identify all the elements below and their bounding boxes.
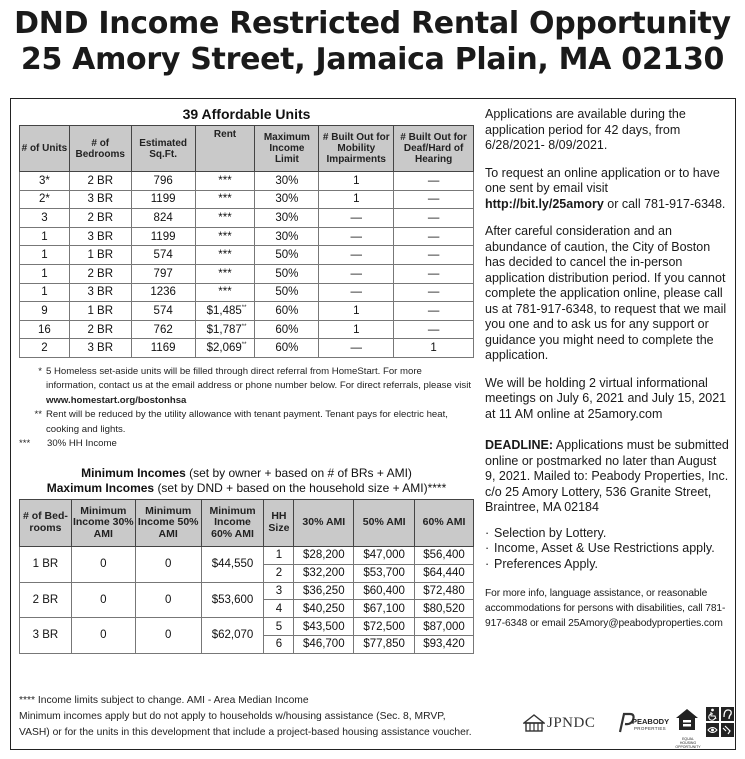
units-cell: 1	[20, 227, 70, 246]
building-icon	[523, 714, 545, 732]
rent-footnote-mark: **	[241, 323, 247, 330]
ami-60-cell: $87,000	[415, 618, 474, 636]
sqft-cell: 1236	[131, 283, 195, 302]
income-limit-cell: 30%	[255, 190, 319, 209]
ami-30-cell: $36,250	[294, 582, 354, 600]
bedrooms-cell: 1 BR	[69, 246, 131, 265]
ami-30-cell: $32,200	[294, 564, 354, 582]
cancellation-notice: After careful consideration and an abundance of caution, the City of Boston has decided to cancel the in-person application distribution period. If you cannot complete the application online, please call us at 781-917-6348, to request that we mail you one and to ask us for any support or guidance you might need to complete the application.	[485, 224, 727, 362]
jpndc-text: JPNDC	[547, 714, 596, 731]
footnote-text: Rent will be reduced by the utility allowance with tenant payment. Tenant pays for electric heat, cooking and lights.	[46, 409, 448, 435]
deadline-label: DEADLINE:	[485, 438, 554, 452]
deaf-cell: —	[394, 172, 474, 191]
min-income-50-cell: 0	[135, 618, 201, 654]
deaf-cell: —	[394, 227, 474, 246]
income-limit-cell: 30%	[255, 172, 319, 191]
income-limit-cell: 50%	[255, 283, 319, 302]
col-header: Minimum Income 30% AMI	[71, 499, 135, 546]
col-header: 30% AMI	[294, 499, 354, 546]
income-table-header	[20, 499, 474, 546]
bedrooms-cell: 2 BR	[69, 172, 131, 191]
mobility-cell: 1	[319, 302, 394, 321]
min-income-label: Minimum Incomes	[81, 465, 186, 480]
mobility-cell: 1	[319, 190, 394, 209]
mobility-cell: —	[319, 227, 394, 246]
ami-50-cell: $60,400	[354, 582, 415, 600]
income-limit-cell: 60%	[255, 339, 319, 358]
content-frame	[10, 98, 736, 750]
income-table	[19, 499, 474, 654]
peabody-sub-text: PROPERTIES	[634, 726, 666, 731]
rent-value: ***	[218, 249, 232, 262]
deaf-cell: —	[394, 190, 474, 209]
table-row	[20, 302, 474, 321]
sqft-cell: 1199	[131, 227, 195, 246]
ami-30-cell: $28,200	[294, 546, 354, 564]
rent-value: $1,787	[206, 323, 242, 336]
min-income-50-cell: 0	[135, 582, 201, 618]
ami-30-cell: $40,250	[294, 600, 354, 618]
eho-text: EQUAL HOUSING OPPORTUNITY	[675, 737, 701, 749]
ami-30-cell: $46,700	[294, 635, 354, 653]
bedrooms-cell: 2 BR	[69, 264, 131, 283]
units-table-body	[20, 172, 474, 358]
bedrooms-cell: 3 BR	[69, 339, 131, 358]
col-header: HH Size	[264, 499, 294, 546]
col-header: 50% AMI	[354, 499, 415, 546]
hh-size-cell: 3	[264, 582, 294, 600]
rent-value: ***	[218, 174, 232, 187]
logo-strip	[523, 704, 733, 749]
col-header: # Built Out for Mobility Impairments	[319, 126, 394, 172]
peabody-text: PEABODY	[632, 717, 670, 726]
page-title	[0, 6, 745, 78]
deaf-cell: —	[394, 246, 474, 265]
units-cell: 9	[20, 302, 70, 321]
table-row	[20, 283, 474, 302]
sqft-cell: 574	[131, 246, 195, 265]
col-header: 60% AMI	[415, 499, 474, 546]
bedrooms-cell: 2 BR	[69, 320, 131, 339]
mobility-cell: 1	[319, 172, 394, 191]
footnote-3	[19, 437, 474, 452]
footnote-mark: *	[38, 365, 42, 377]
col-header: Minimum Income 50% AMI	[135, 499, 201, 546]
ami-60-cell: $56,400	[415, 546, 474, 564]
units-table-header	[20, 126, 474, 172]
income-limit-cell: 50%	[255, 264, 319, 283]
income-heading	[19, 466, 474, 496]
mobility-cell: —	[319, 283, 394, 302]
units-cell: 3	[20, 209, 70, 228]
units-table-title: 39 Affordable Units	[182, 106, 311, 122]
min-income-desc: (set by owner + based on # of BRs + AMI)	[189, 465, 412, 480]
income-limit-cell: 50%	[255, 246, 319, 265]
application-period: Applications are available during the application period for 42 days, from 6/28/2021- 8/09/2021.	[485, 107, 686, 152]
units-cell: 16	[20, 320, 70, 339]
min-income-30-cell: 0	[71, 582, 135, 618]
equal-housing-icon	[675, 708, 699, 732]
list-item: · Selection by Lottery.	[485, 526, 729, 542]
table-row	[20, 339, 474, 358]
deadline	[485, 438, 729, 516]
rent-value: ***	[218, 286, 232, 299]
deaf-cell: 1	[394, 339, 474, 358]
ami-50-cell: $77,850	[354, 635, 415, 653]
min-income-60-cell: $53,600	[201, 582, 264, 618]
rent-cell	[195, 283, 255, 302]
ami-50-cell: $72,500	[354, 618, 415, 636]
rent-value: ***	[218, 211, 232, 224]
footnote-text: 30% HH Income	[47, 438, 117, 450]
rent-footnote-mark: **	[241, 305, 247, 312]
rent-footnote-mark: **	[241, 342, 247, 349]
units-cell: 2	[20, 339, 70, 358]
ami-60-cell: $64,440	[415, 564, 474, 582]
ami-60-cell: $72,480	[415, 582, 474, 600]
rent-cell	[195, 190, 255, 209]
title-line-2: 25 Amory Street, Jamaica Plain, MA 02130	[20, 42, 725, 77]
units-cell: 1	[20, 264, 70, 283]
units-cell: 1	[20, 283, 70, 302]
units-cell: 1	[20, 246, 70, 265]
col-header: # of Units	[20, 126, 70, 172]
bedrooms-cell: 1 BR	[20, 546, 72, 582]
fine-print	[19, 693, 479, 741]
ami-30-cell: $43,500	[294, 618, 354, 636]
sqft-cell: 824	[131, 209, 195, 228]
units-cell: 3*	[20, 172, 70, 191]
sqft-cell: 574	[131, 302, 195, 321]
rent-cell	[195, 209, 255, 228]
col-header: Rent	[195, 126, 255, 172]
rent-cell	[195, 172, 255, 191]
rent-cell	[195, 339, 255, 358]
sqft-cell: 1169	[131, 339, 195, 358]
sqft-cell: 1199	[131, 190, 195, 209]
homestart-link[interactable]: www.homestart.org/bostonhsa	[46, 394, 187, 406]
table-row	[20, 246, 474, 265]
table-row	[20, 209, 474, 228]
bedrooms-cell: 3 BR	[69, 190, 131, 209]
request-phone: or call 781-917-6348.	[607, 196, 726, 211]
rent-value: $2,069	[206, 342, 242, 355]
ami-50-cell: $67,100	[354, 600, 415, 618]
rent-value: ***	[218, 267, 232, 280]
rent-cell	[195, 302, 255, 321]
request-info	[485, 166, 729, 213]
income-table-body	[20, 546, 474, 653]
ami-50-cell: $53,700	[354, 564, 415, 582]
min-income-60-cell: $44,550	[201, 546, 264, 582]
table-row	[20, 546, 474, 564]
contact-info: For more info, language assistance, or reasonable accommodations for persons with disabilities, call 781-917-6348 or email 25Amory@peabodyproperties.com	[485, 588, 726, 629]
jpndc-logo	[523, 714, 595, 732]
hh-size-cell: 2	[264, 564, 294, 582]
units-cell: 2*	[20, 190, 70, 209]
list-item: · Preferences Apply.	[485, 557, 729, 573]
bedrooms-cell: 3 BR	[69, 283, 131, 302]
max-income-label: Maximum Incomes	[46, 480, 155, 495]
bedrooms-cell: 1 BR	[69, 302, 131, 321]
col-header: Estimated Sq.Ft.	[131, 126, 195, 172]
footnote-text: 5 Homeless set-aside units will be filled through direct referral from HomeStart. For more information, contact us at the email address or phone number below. For direct referrals, please visit	[46, 365, 471, 392]
table-row	[20, 320, 474, 339]
mobility-cell: —	[319, 339, 394, 358]
income-limit-cell: 60%	[255, 302, 319, 321]
footnote-2	[19, 408, 474, 437]
hh-size-cell: 4	[264, 600, 294, 618]
min-income-30-cell: 0	[71, 546, 135, 582]
sqft-cell: 796	[131, 172, 195, 191]
accessibility-logo	[706, 707, 734, 737]
rent-value: ***	[218, 193, 232, 206]
bedrooms-cell: 2 BR	[69, 209, 131, 228]
table-row	[20, 190, 474, 209]
hh-size-cell: 6	[264, 635, 294, 653]
min-income-50-cell: 0	[135, 546, 201, 582]
deaf-cell: —	[394, 209, 474, 228]
table-row	[20, 172, 474, 191]
deaf-cell: —	[394, 302, 474, 321]
table-row	[20, 227, 474, 246]
footnotes	[19, 365, 474, 452]
mobility-cell: —	[319, 264, 394, 283]
col-header: # of Bedrooms	[69, 126, 131, 172]
accessibility-icons	[706, 707, 734, 737]
right-column	[485, 107, 729, 631]
table-row	[20, 618, 474, 636]
bedrooms-cell: 3 BR	[20, 618, 72, 654]
ami-50-cell: $47,000	[354, 546, 415, 564]
meetings-info: We will be holding 2 virtual informational meetings on July 6, 2021 and July 15, 2021 at 11 AM online at 25amory.com	[485, 375, 727, 421]
request-text: To request an online application or to have one sent by email visit	[485, 165, 720, 195]
min-income-60-cell: $62,070	[201, 618, 264, 654]
deadline-text: Applications must be submitted online or postmarked no later than August 9, 2021. Mailed to: Peabody Properties, Inc. c/o 25 Amory Lottery, 536 Granite Street, Braintree, MA 02184	[485, 438, 729, 514]
rent-cell	[195, 227, 255, 246]
list-item: · Income, Asset & Use Restrictions apply.	[485, 541, 729, 557]
mobility-cell: —	[319, 209, 394, 228]
col-header: # Built Out for Deaf/Hard of Hearing	[394, 126, 474, 172]
footnote-mark: ***	[19, 438, 31, 450]
rent-value: $1,485	[206, 304, 242, 317]
mobility-cell: 1	[319, 320, 394, 339]
deaf-cell: —	[394, 264, 474, 283]
table-row	[20, 264, 474, 283]
ami-60-cell: $80,520	[415, 600, 474, 618]
rent-value: ***	[218, 230, 232, 243]
bedrooms-cell: 2 BR	[20, 582, 72, 618]
bedrooms-cell: 3 BR	[69, 227, 131, 246]
rent-cell	[195, 320, 255, 339]
income-limit-cell: 60%	[255, 320, 319, 339]
fine-print-line-2: Minimum incomes apply but do not apply to households w/housing assistance (Sec. 8, MRVP, VASH) or for the units in this development that include a project-based housing assistance voucher.	[19, 711, 472, 738]
application-link[interactable]: http://bit.ly/25amory	[485, 196, 604, 211]
table-row	[20, 582, 474, 600]
deaf-cell: —	[394, 320, 474, 339]
income-limit-cell: 30%	[255, 227, 319, 246]
income-limit-cell: 30%	[255, 209, 319, 228]
max-income-desc: (set by DND + based on the household size + AMI)****	[157, 480, 447, 495]
footnote-mark: **	[34, 409, 42, 421]
rent-cell	[195, 246, 255, 265]
min-income-30-cell: 0	[71, 618, 135, 654]
col-header: # of Bed-rooms	[20, 499, 72, 546]
rent-cell	[195, 264, 255, 283]
peabody-logo	[616, 708, 672, 742]
col-header: Minimum Income 60% AMI	[201, 499, 264, 546]
sqft-cell: 762	[131, 320, 195, 339]
mobility-cell: —	[319, 246, 394, 265]
units-table	[19, 125, 474, 358]
equal-housing-logo	[675, 708, 703, 749]
hh-size-cell: 5	[264, 618, 294, 636]
deaf-cell: —	[394, 283, 474, 302]
col-header: Maximum Income Limit	[255, 126, 319, 172]
sqft-cell: 797	[131, 264, 195, 283]
hh-size-cell: 1	[264, 546, 294, 564]
left-column	[19, 105, 474, 654]
bullet-list	[485, 526, 729, 573]
fine-print-line-1: **** Income limits subject to change. AMI - Area Median Income	[19, 695, 309, 706]
title-line-1: DND Income Restricted Rental Opportunity	[14, 6, 731, 41]
footnote-1	[19, 365, 474, 409]
ami-60-cell: $93,420	[415, 635, 474, 653]
